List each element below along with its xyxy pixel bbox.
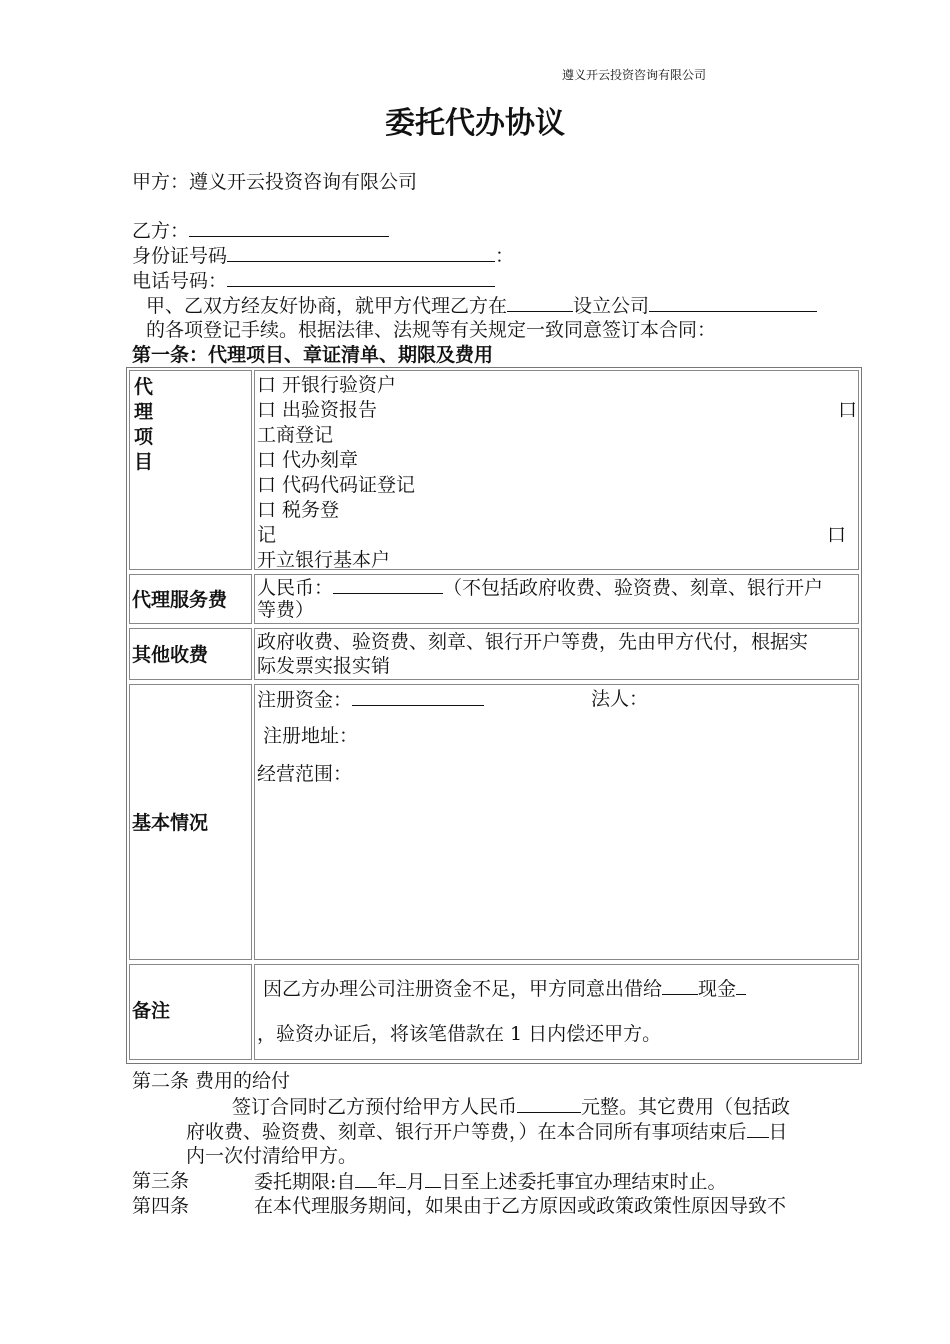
article2-title: 第二条 费用的给付	[132, 1070, 291, 1092]
capital-label: 注册资金：	[257, 689, 353, 711]
remark-line-1	[263, 976, 746, 1002]
article2-line-3: 内一次付清给甲方。	[186, 1145, 358, 1167]
remark-trailing-blank[interactable]	[736, 976, 746, 995]
checkbox-icon[interactable]: 口	[827, 524, 847, 546]
article2-text-b: 元整。其它费用（包括政	[581, 1096, 791, 1118]
year-blank[interactable]	[355, 1169, 377, 1188]
remark-cell	[254, 964, 859, 1060]
party-b-blank[interactable]	[189, 218, 389, 237]
remark-label: 备注	[132, 1000, 171, 1022]
article3-text	[254, 1169, 726, 1194]
id-blank[interactable]	[227, 243, 495, 262]
month-blank[interactable]	[396, 1169, 406, 1188]
header-company: 遵义开云投资咨询有限公司	[562, 68, 707, 82]
remark-text-b: 现金	[698, 978, 737, 1000]
article3-c: 月	[406, 1171, 426, 1193]
item-capital-report[interactable]: 口 出验资报告	[257, 399, 378, 421]
fee-prefix: 人民币：	[257, 577, 334, 599]
basic-label: 基本情况	[132, 812, 209, 834]
other-label-cell	[129, 628, 252, 680]
prepay-amount-blank[interactable]	[517, 1094, 581, 1113]
party-a: 甲方：遵义开云投资咨询有限公司	[132, 171, 418, 193]
phone-blank[interactable]	[227, 268, 495, 287]
article3-label: 第三条	[132, 1170, 190, 1192]
item-open-verify-account[interactable]: 口 开银行验资户	[257, 374, 397, 396]
other-line-2: 际发票实报实销	[257, 655, 391, 677]
day-blank[interactable]	[425, 1169, 441, 1188]
article3-a: 委托期限:自	[254, 1171, 356, 1193]
capital-line	[257, 687, 484, 713]
article3-b: 年	[377, 1171, 397, 1193]
items-label-cell	[129, 370, 252, 570]
fee-note-2: 等费）	[257, 599, 315, 621]
intro-company-blank[interactable]	[649, 293, 817, 312]
article2-line-2	[186, 1119, 788, 1144]
article4-label: 第四条	[132, 1195, 190, 1217]
checkbox-icon[interactable]: 口	[838, 399, 858, 421]
intro-line-2: 的各项登记手续。根据法律、法规等有关规定一致同意签订本合同：	[146, 319, 717, 341]
item-business-registration: 工商登记	[257, 424, 334, 446]
settle-days-blank[interactable]	[747, 1119, 769, 1138]
item-tax-registration-cont: 记	[257, 524, 277, 546]
article2-text-a: 签订合同时乙方预付给甲方人民币	[232, 1096, 518, 1118]
phone-line	[132, 268, 495, 293]
items-label-char: 项	[134, 426, 154, 448]
article2-line-1	[232, 1094, 790, 1119]
basic-cell	[254, 684, 859, 960]
other-label: 其他收费	[132, 644, 209, 666]
capital-blank[interactable]	[352, 687, 484, 706]
intro-part2: 设立公司	[573, 295, 650, 317]
fee-note: （不包括政府收费、验资费、刻章、银行开户	[443, 577, 824, 599]
party-b-line	[132, 218, 389, 243]
party-b-label: 乙方：	[132, 220, 190, 242]
remark-label-cell	[129, 964, 252, 1060]
fee-amount-blank[interactable]	[333, 575, 443, 594]
other-cell	[254, 628, 859, 680]
item-basic-bank-account: 开立银行基本户	[257, 549, 391, 571]
items-label-char: 代	[134, 376, 154, 398]
address-label: 注册地址：	[263, 725, 359, 747]
legal-label: 法人：	[591, 688, 649, 710]
remark-text-a: 因乙方办理公司注册资金不足，甲方同意出借给	[263, 978, 663, 1000]
document-title: 委托代办协议	[385, 106, 565, 141]
fee-cell	[254, 574, 859, 624]
fee-line-1	[257, 575, 823, 601]
article2-text-d: 日	[768, 1121, 788, 1143]
items-label-char: 目	[134, 451, 154, 473]
id-suffix: ：	[495, 245, 515, 267]
fee-label: 代理服务费	[132, 589, 228, 611]
items-label-char: 理	[134, 401, 154, 423]
item-code-certificate[interactable]: 口 代码代码证登记	[257, 474, 416, 496]
article3-d: 日至上述委托事宜办理结束时止。	[441, 1171, 727, 1193]
items-cell	[254, 370, 859, 570]
fee-label-cell	[129, 574, 252, 624]
intro-line-1	[146, 293, 817, 318]
scope-label: 经营范围：	[257, 763, 353, 785]
article2-text-c: 府收费、验资费、刻章、银行开户等费，）在本合同所有事项结束后	[186, 1121, 747, 1143]
item-tax-registration[interactable]: 口 税务登	[257, 499, 340, 521]
intro-location-blank[interactable]	[507, 293, 573, 312]
id-line	[132, 243, 514, 268]
phone-label: 电话号码：	[132, 270, 228, 292]
other-line-1: 政府收费、验资费、刻章、银行开户等费，先由甲方代付，根据实	[257, 631, 809, 653]
remark-amount-blank[interactable]	[662, 976, 698, 995]
intro-part1: 甲、乙双方经友好协商，就甲方代理乙方在	[146, 295, 508, 317]
agency-table	[126, 367, 862, 1064]
article4-text: 在本代理服务期间，如果由于乙方原因或政策政策性原因导致不	[254, 1195, 787, 1217]
id-label: 身份证号码	[132, 245, 228, 267]
basic-label-cell	[129, 684, 252, 960]
item-seal-carving[interactable]: 口 代办刻章	[257, 449, 359, 471]
remark-line-2: ，验资办证后，将该笔借款在 1 日内偿还甲方。	[257, 1023, 662, 1045]
article1-title: 第一条：代理项目、章证清单、期限及费用	[132, 344, 494, 366]
